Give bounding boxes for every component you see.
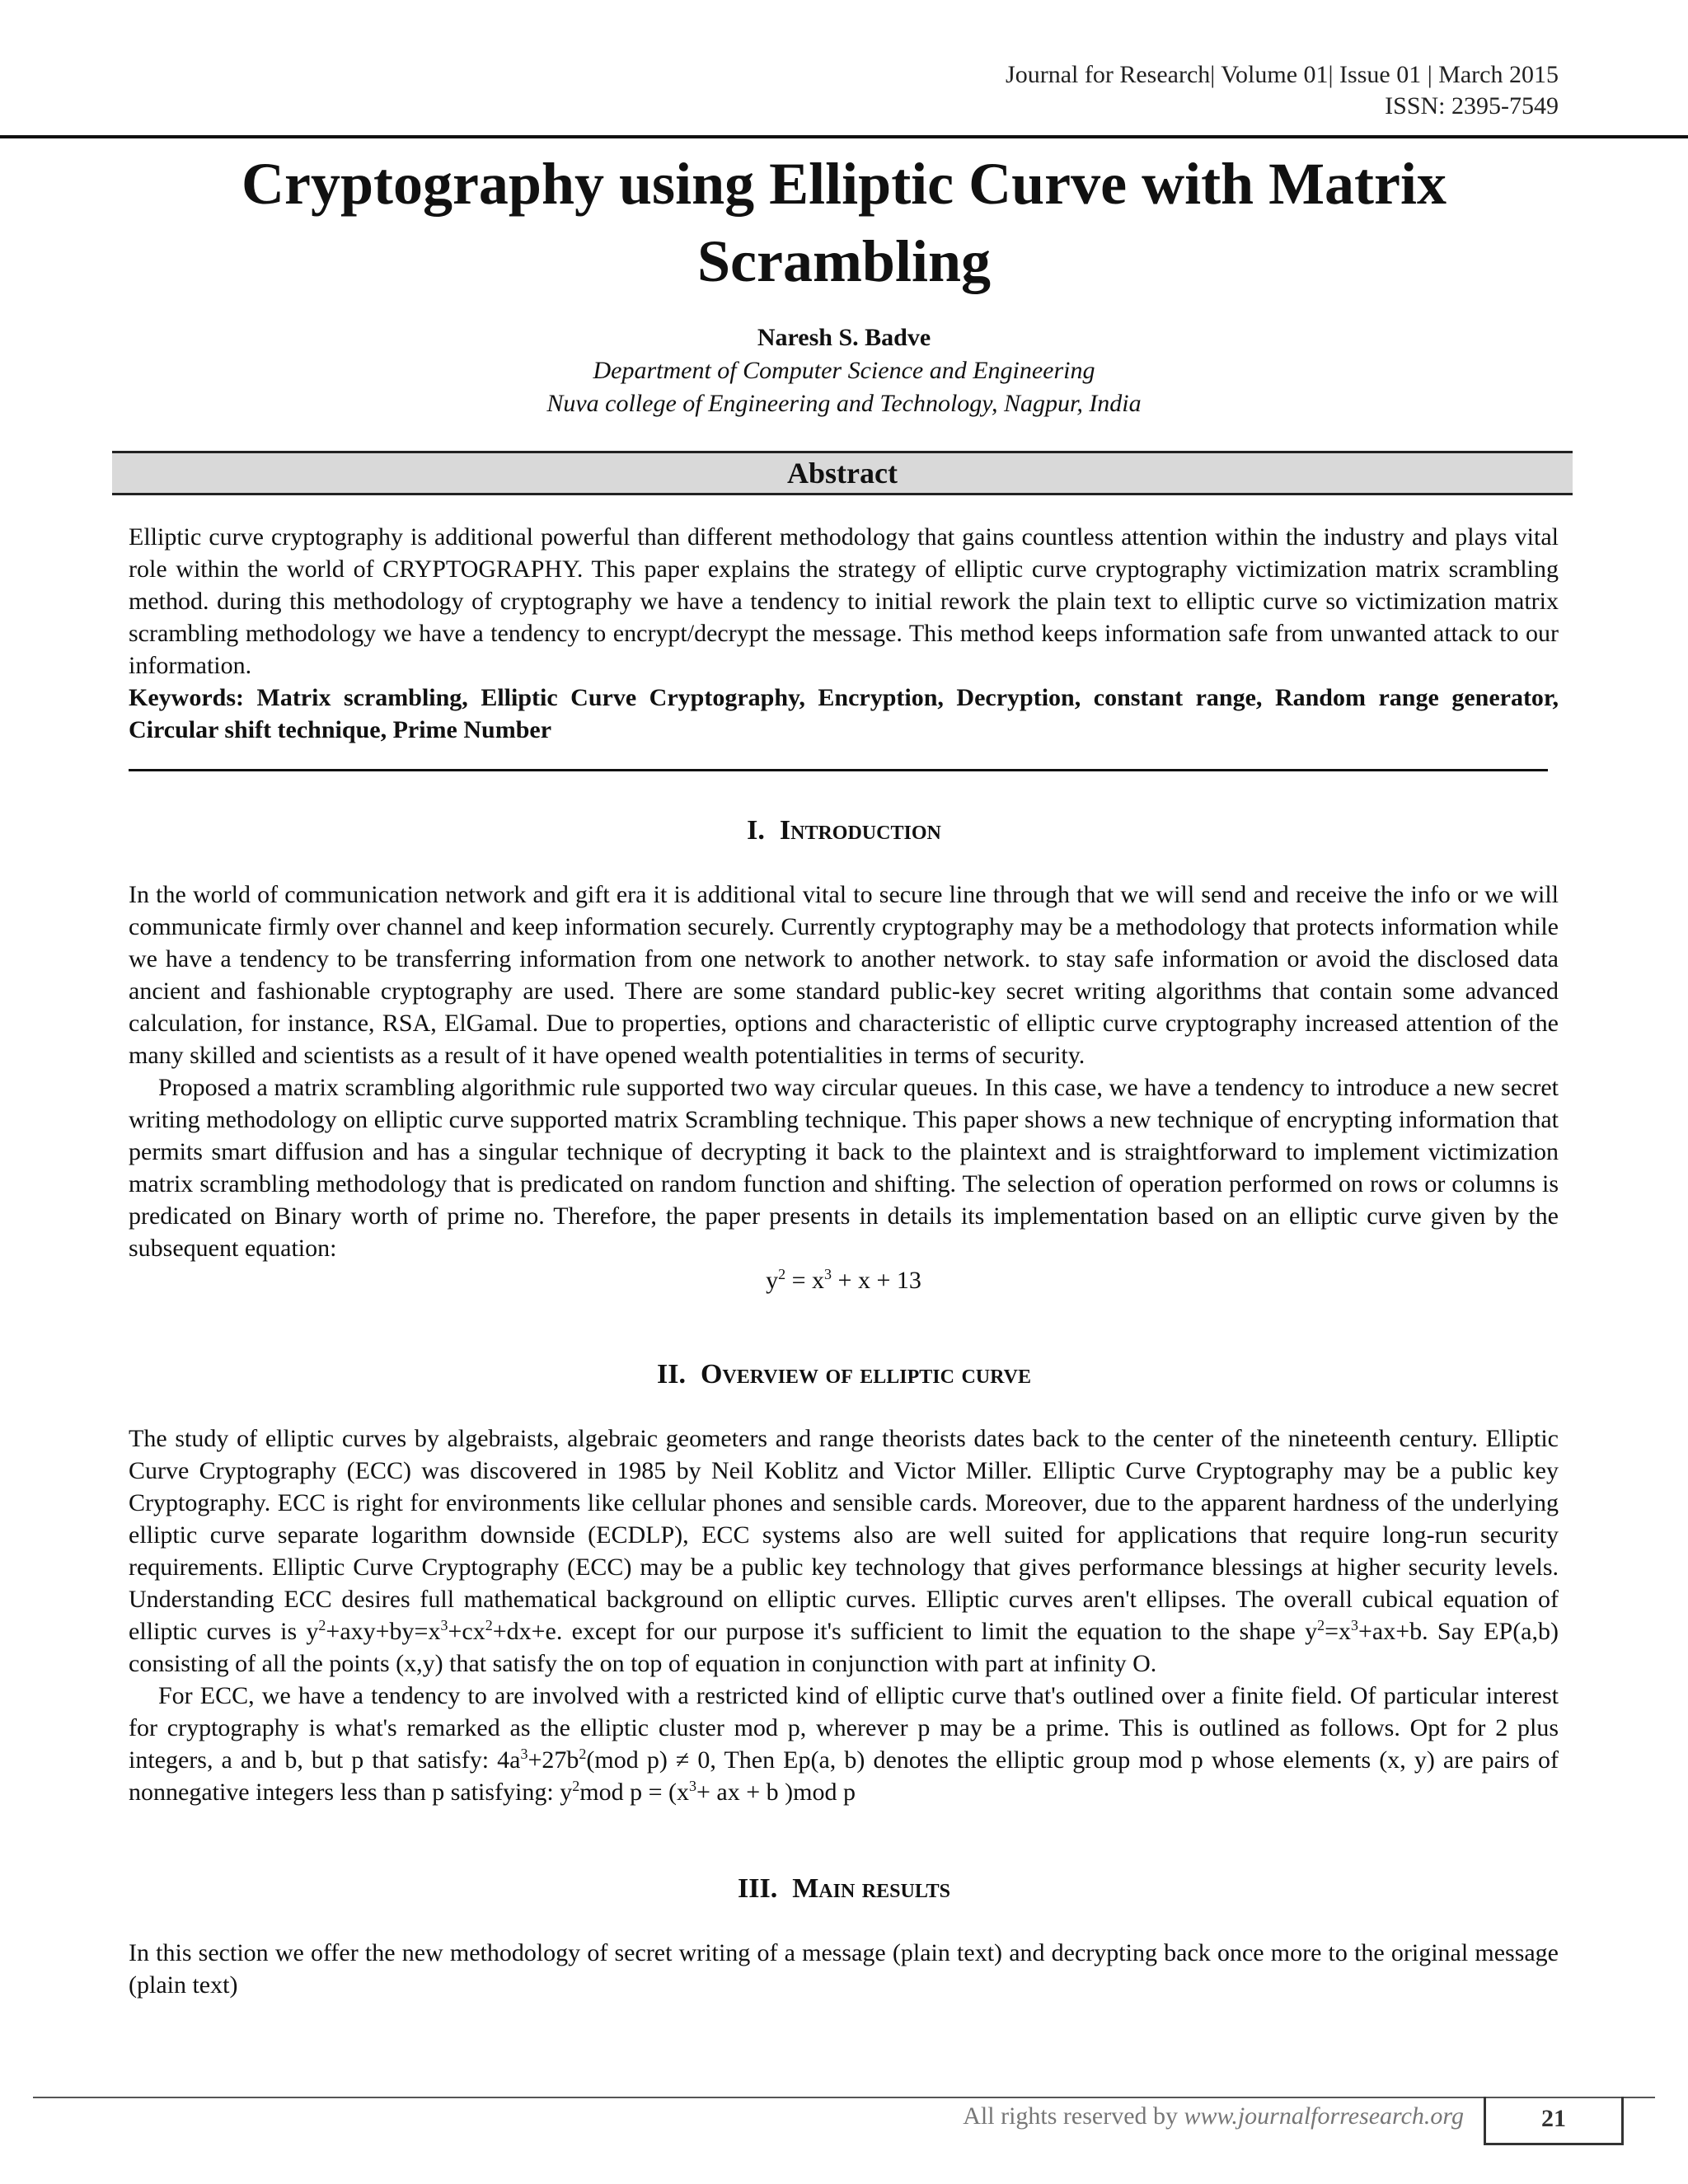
section-number: III. <box>738 1873 778 1904</box>
intro-paragraph-1: In the world of communication network and gift era it is additional vital to secure line through that we will send and receive the info or we will communicate firmly over channel and keep information securely. Currently cryptography may be a methodology that protects information while we have a tendency to be transferring information from one network to another network. to stay safe information or avoid the disclosed data ancient and fashionable cryptography are used. There are some standard public-key secret writing algorithms that contain some advanced calculation, for instance, RSA, ElGamal. Due to properties, options and characteristic of elliptic curve cryptography increased attention of the many skilled and scientists as a result of it have opened wealth potentialities in terms of security. <box>129 881 1559 1069</box>
main-results-body <box>129 1937 1559 2001</box>
results-paragraph-1: In this section we offer the new methodology of secret writing of a message (plain text) and decrypting back once more to the original message (plain text) <box>129 1939 1559 1999</box>
section-heading-introduction <box>0 814 1688 847</box>
footer-url[interactable]: www.journalforresearch.org <box>1184 2102 1464 2130</box>
paper-title: Cryptography using Elliptic Curve with Matrix Scrambling <box>241 151 1447 294</box>
abstract-text: Elliptic curve cryptography is additional powerful than different methodology that gains countless attention within the industry and plays vital role within the world of CRYPTOGRAPHY. This paper explains the strategy of elliptic curve cryptography victimization matrix scrambling method. during this methodology of cryptography we have a tendency to initial rework the plain text to elliptic curve so victimization matrix scrambling methodology we have a tendency to encrypt/decrypt the message. This method keeps information safe from unwanted attack to our information. <box>129 523 1559 679</box>
abstract-heading: Abstract <box>112 451 1573 495</box>
author-department: Department of Computer Science and Engineering <box>593 357 1095 384</box>
intro-paragraph-2: Proposed a matrix scrambling algorithmic rule supported two way circular queues. In this case, we have a tendency to introduce a new secret writing methodology on elliptic curve supported matrix Scrambling technique. This paper shows a new technique of encrypting information that permits smart diffusion and has a singular technique of decrypting it back to the plaintext and is straightforward to implement victimization matrix scrambling methodology that is predicated on random function and shifting. The selection of operation performed on rows or columns is predicated on Binary worth of prime no. Therefore, the paper presents in details its implementation based on an elliptic curve given by the subsequent equation: <box>129 1074 1559 1262</box>
section-heading-overview <box>0 1358 1688 1391</box>
author-institution: Nuva college of Engineering and Technology, Nagpur, India <box>546 390 1142 417</box>
section-title: Introduction <box>779 815 941 846</box>
footer-rule <box>33 2097 1655 2098</box>
running-head <box>1006 59 1559 122</box>
author-block <box>0 321 1688 420</box>
overview-paragraph-1: The study of elliptic curves by algebraists, algebraic geometers and range theorists dates back to the center of the nineteenth century. Elliptic Curve Cryptography (ECC) was discovered in 1985 by Neil Koblitz and Victor Miller. Elliptic Curve Cryptography may be a public key Cryptography. ECC is right for environments like cellular phones and sensible cards. Moreover, due to the apparent hardness of the underlying elliptic curve separate logarithm downside (ECDLP), ECC systems also are well suited for applications that require long-run security requirements. Elliptic Curve Cryptography (ECC) may be a public key technology that gives performance blessings at higher security levels. Understanding ECC desires full mathematical background on elliptic curves. Elliptic curves aren't ellipses. The overall cubical equation of elliptic curves is $y^2+axy+by=x^3+cx^2+dx+e$. except for our purpose it's sufficient to limit the equation to the shape $y^2=x^3+ax+b$. Say EP(a,b) consisting of all the points (x,y) that satisfy the on top of equation in conjunction with part at infinity O. <box>129 1425 1559 1677</box>
keywords: Keywords: Matrix scrambling, Elliptic Curve Cryptography, Encryption, Decryption, constant range, Random range generator, Circular shift technique, Prime Number <box>129 684 1559 743</box>
header-rule <box>0 135 1688 138</box>
page-number: 21 <box>1484 2097 1624 2145</box>
author-name: Naresh S. Badve <box>757 324 931 351</box>
overview-paragraph-2: For ECC, we have a tendency to are involved with a restricted kind of elliptic curve that's outlined over a finite field. Of particular interest for cryptography is what's remarked as the elliptic cluster mod p, wherever p may be a prime. This is outlined as follows. Opt for 2 plus integers, a and b, but p that satisfy: $4a^3+27b^2(mod$ p) ≠ 0, Then Ep(a, b) denotes the elliptic group mod p whose elements (x, y) are pairs of nonnegative integers less than p satisfying: $y^2mod$ $p = (x^3+$ ax + b )mod p <box>129 1682 1559 1806</box>
overview-body <box>129 1422 1559 1808</box>
journal-line: Journal for Research| Volume 01| Issue 01 | March 2015 <box>1006 61 1559 88</box>
curve-equation: $y^2 = x^3 + x + 13$ <box>766 1266 921 1294</box>
abstract-separator <box>129 769 1548 771</box>
section-heading-main-results <box>0 1872 1688 1905</box>
issn: ISSN: 2395-7549 <box>1385 92 1559 120</box>
section-number: I. <box>747 815 765 846</box>
section-title: Main results <box>792 1873 950 1904</box>
introduction-body <box>129 879 1559 1296</box>
footer-rights: All rights reserved by www.journalforresearch.org <box>963 2102 1464 2130</box>
section-number: II. <box>657 1359 686 1390</box>
section-title: Overview of elliptic curve <box>700 1359 1031 1390</box>
abstract-body <box>129 521 1559 746</box>
